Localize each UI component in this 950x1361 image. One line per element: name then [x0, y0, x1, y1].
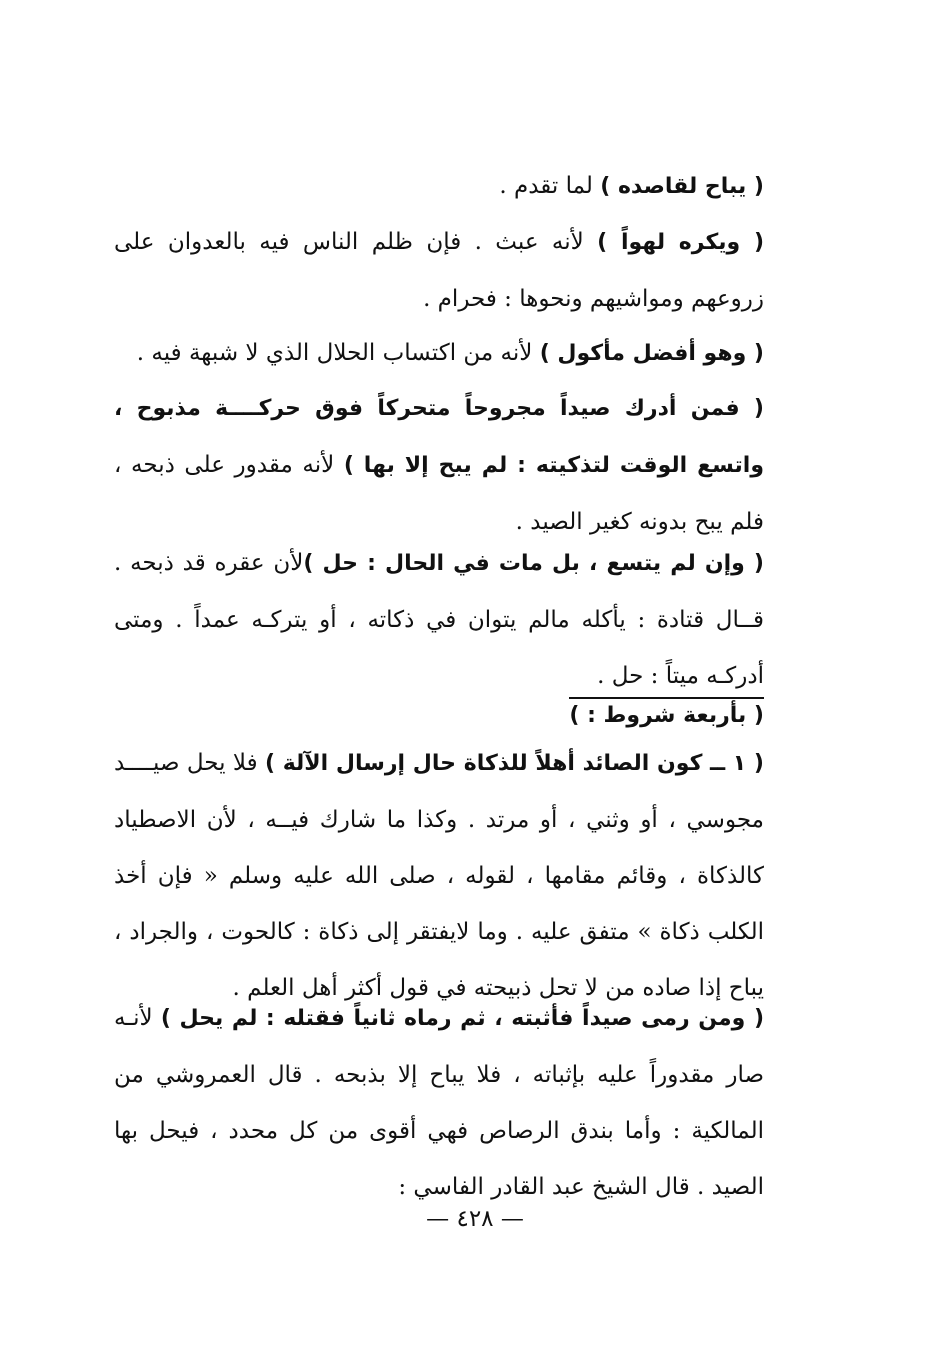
bold-phrase: ( ومن رمى صيداً فأثبته ، ثم رماه ثانياً فقتله : لم يحل ) — [160, 1006, 764, 1031]
bold-phrase: ( ١ ــ كون الصائد أهلاً للذكاة حال إرسال الآلة ) — [264, 751, 764, 776]
bold-phrase: ( وإن لم يتسع ، بل مات في الحال : حل ) — [303, 551, 764, 576]
paragraph-7 — [114, 990, 764, 1215]
bold-phrase: ( وهو أفضل مأكول ) — [539, 341, 764, 366]
bold-phrase: ( ويكره لهواً ) — [597, 230, 765, 255]
paragraph-text: فلا يحل صيــــد مجوسي ، أو وثني ، أو مرتد . وكذا ما شارك فيــه ، لأن الاصطياد كالذكاة ، وقائم مقامها ، لقوله ، صلى الله عليه وسلم « فإن أخذ الكلب ذكاة » متفق عليه . وما لايفتقر إلى ذكاة : كالحوت ، والجراد ، يباح إذا صاده من لا تحل ذبيحته في قول أكثر أهل العلم . — [114, 750, 764, 1001]
paragraph-text: لأنه عبث . فإن ظلم الناس فيه بالعدوان على زروعهم ومواشيهم ونحوها : فحرام . — [114, 229, 764, 312]
paragraph-text: لأنه من اكتساب الحلال الذي لا شبهة فيه . — [136, 340, 540, 366]
bold-phrase: ( يباح لقاصده ) — [600, 174, 764, 199]
paragraph-text: لأنـه صار مقدوراً عليه بإثباته ، فلا يباح إلا بذبحه . قال العمروشي من المالكية : وأما بندق الرصاص فهي أقوى من كل محدد ، فيحل بها الصيد . قال الشيخ عبد القادر الفاسي : — [114, 1005, 764, 1200]
paragraph-1 — [114, 158, 764, 215]
paragraph-2 — [114, 214, 764, 327]
paragraph-text: لما تقدم . — [499, 173, 601, 199]
bold-phrase: ( فمن أدرك صيداً مجروحاً متحركاً فوق حركــــة مذبوح ، واتسع الوقت لتذكيته : لم يبح إلا بها ) — [114, 396, 764, 478]
paragraph-text: لأن عقره قد ذبحه . قــال قتادة : يأكله مالم يتوان في ذكاته ، أو يتركـه عمداً . ومتى أدركـه ميتاً : حل . — [114, 550, 764, 689]
paragraph-text: لأنه مقدور على ذبحه ، فلم يبح بدونه كغير الصيد . — [114, 452, 764, 535]
paragraph-4 — [114, 380, 764, 550]
page-number: — ٤٢٨ — — [426, 1206, 524, 1232]
paragraph-condition-1 — [114, 735, 764, 1016]
paragraph-3 — [114, 325, 764, 382]
heading-text: ( بأربعة شروط : ) — [569, 697, 764, 731]
paragraph-5 — [114, 535, 764, 704]
